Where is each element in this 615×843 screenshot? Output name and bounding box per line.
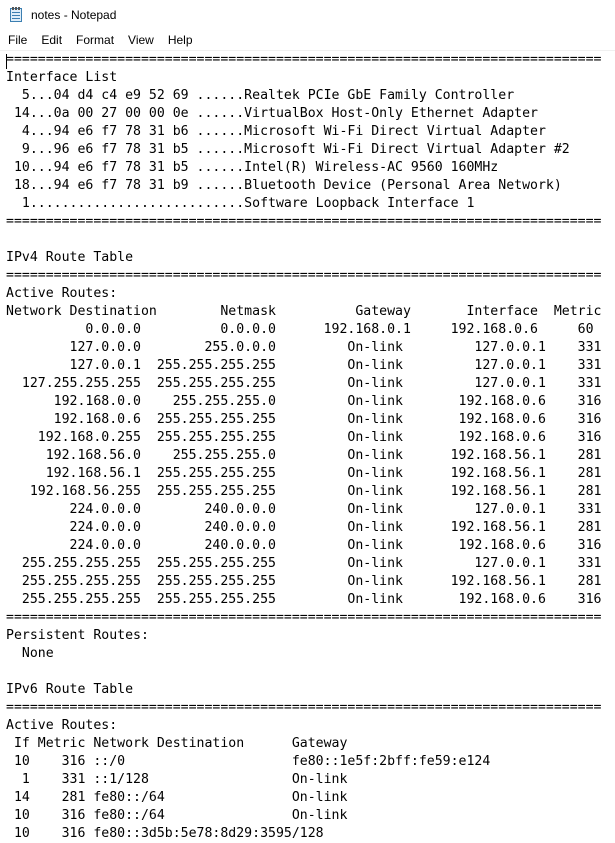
document-text: [6, 51, 601, 843]
menu-file[interactable]: File: [8, 33, 28, 47]
text-line: 192.168.0.255 255.255.255.255 On-link 192.168.0.6 316: [6, 430, 602, 445]
text-line: 224.0.0.0 240.0.0.0 On-link 127.0.0.1 331: [6, 502, 602, 517]
text-line: Persistent Routes:: [6, 628, 149, 643]
text-line: 255.255.255.255 255.255.255.255 On-link 127.0.0.1 331: [6, 556, 602, 571]
text-line: ===========================================================================: [6, 268, 602, 283]
text-line: ===========================================================================: [6, 214, 602, 229]
text-line: 127.255.255.255 255.255.255.255 On-link 127.0.0.1 331: [6, 376, 602, 391]
text-line: 192.168.0.6 255.255.255.255 On-link 192.168.0.6 316: [6, 412, 602, 427]
text-line: None: [6, 646, 54, 661]
text-line: 224.0.0.0 240.0.0.0 On-link 192.168.56.1 281: [6, 520, 602, 535]
text-editor-area[interactable]: [0, 51, 615, 841]
text-line: 224.0.0.0 240.0.0.0 On-link 192.168.0.6 316: [6, 538, 602, 553]
text-line: 0.0.0.0 0.0.0.0 192.168.0.1 192.168.0.6 60: [6, 322, 594, 337]
window-title: notes - Notepad: [31, 8, 117, 22]
text-line: IPv4 Route Table: [6, 250, 134, 265]
text-line: If Metric Network Destination Gateway: [6, 736, 348, 751]
menu-edit[interactable]: Edit: [41, 33, 63, 47]
text-line: 14...0a 00 27 00 00 0e ......VirtualBox Host-Only Ethernet Adapter: [6, 106, 538, 121]
text-line: 192.168.56.1 255.255.255.255 On-link 192.168.56.1 281: [6, 466, 602, 481]
notepad-icon: [8, 7, 24, 23]
text-line: 4...94 e6 f7 78 31 b6 ......Microsoft Wi-Fi Direct Virtual Adapter: [6, 124, 546, 139]
text-line: 18...94 e6 f7 78 31 b9 ......Bluetooth Device (Personal Area Network): [6, 178, 562, 193]
text-line: Network Destination Netmask Gateway Interface Metric: [6, 304, 602, 319]
text-line: 1 331 ::1/128 On-link: [6, 772, 348, 787]
text-line: IPv6 Route Table: [6, 682, 134, 697]
title-bar[interactable]: [0, 0, 615, 30]
text-line: 255.255.255.255 255.255.255.255 On-link 192.168.56.1 281: [6, 574, 602, 589]
text-line: 255.255.255.255 255.255.255.255 On-link 192.168.0.6 316: [6, 592, 602, 607]
text-line: 192.168.56.0 255.255.255.0 On-link 192.168.56.1 281: [6, 448, 602, 463]
menu-format[interactable]: Format: [76, 33, 115, 47]
text-line: 5...04 d4 c4 e9 52 69 ......Realtek PCIe GbE Family Controller: [6, 88, 515, 103]
text-line: 10 316 fe80::3d5b:5e78:8d29:3595/128: [6, 826, 324, 841]
text-line: 127.0.0.0 255.0.0.0 On-link 127.0.0.1 331: [6, 340, 602, 355]
text-line: 10 316 fe80::/64 On-link: [6, 808, 348, 823]
text-line: 10...94 e6 f7 78 31 b5 ......Intel(R) Wireless-AC 9560 160MHz: [6, 160, 499, 175]
text-line: 127.0.0.1 255.255.255.255 On-link 127.0.0.1 331: [6, 358, 602, 373]
text-line: Active Routes:: [6, 286, 118, 301]
menu-help[interactable]: Help: [167, 33, 193, 47]
menu-bar: [0, 30, 615, 51]
text-line: 1...........................Software Loopback Interface 1: [6, 196, 475, 211]
text-line: ===========================================================================: [6, 52, 602, 67]
text-line: Interface List: [6, 70, 118, 85]
text-line: 192.168.56.255 255.255.255.255 On-link 192.168.56.1 281: [6, 484, 602, 499]
text-line: 14 281 fe80::/64 On-link: [6, 790, 348, 805]
text-line: Active Routes:: [6, 718, 118, 733]
text-line: 10 316 ::/0 fe80::1e5f:2bff:fe59:e124: [6, 754, 491, 769]
text-line: ===========================================================================: [6, 700, 602, 715]
menu-view[interactable]: View: [128, 33, 154, 47]
text-line: 9...96 e6 f7 78 31 b5 ......Microsoft Wi-Fi Direct Virtual Adapter #2: [6, 142, 570, 157]
text-line: 192.168.0.0 255.255.255.0 On-link 192.168.0.6 316: [6, 394, 602, 409]
text-line: ===========================================================================: [6, 610, 602, 625]
